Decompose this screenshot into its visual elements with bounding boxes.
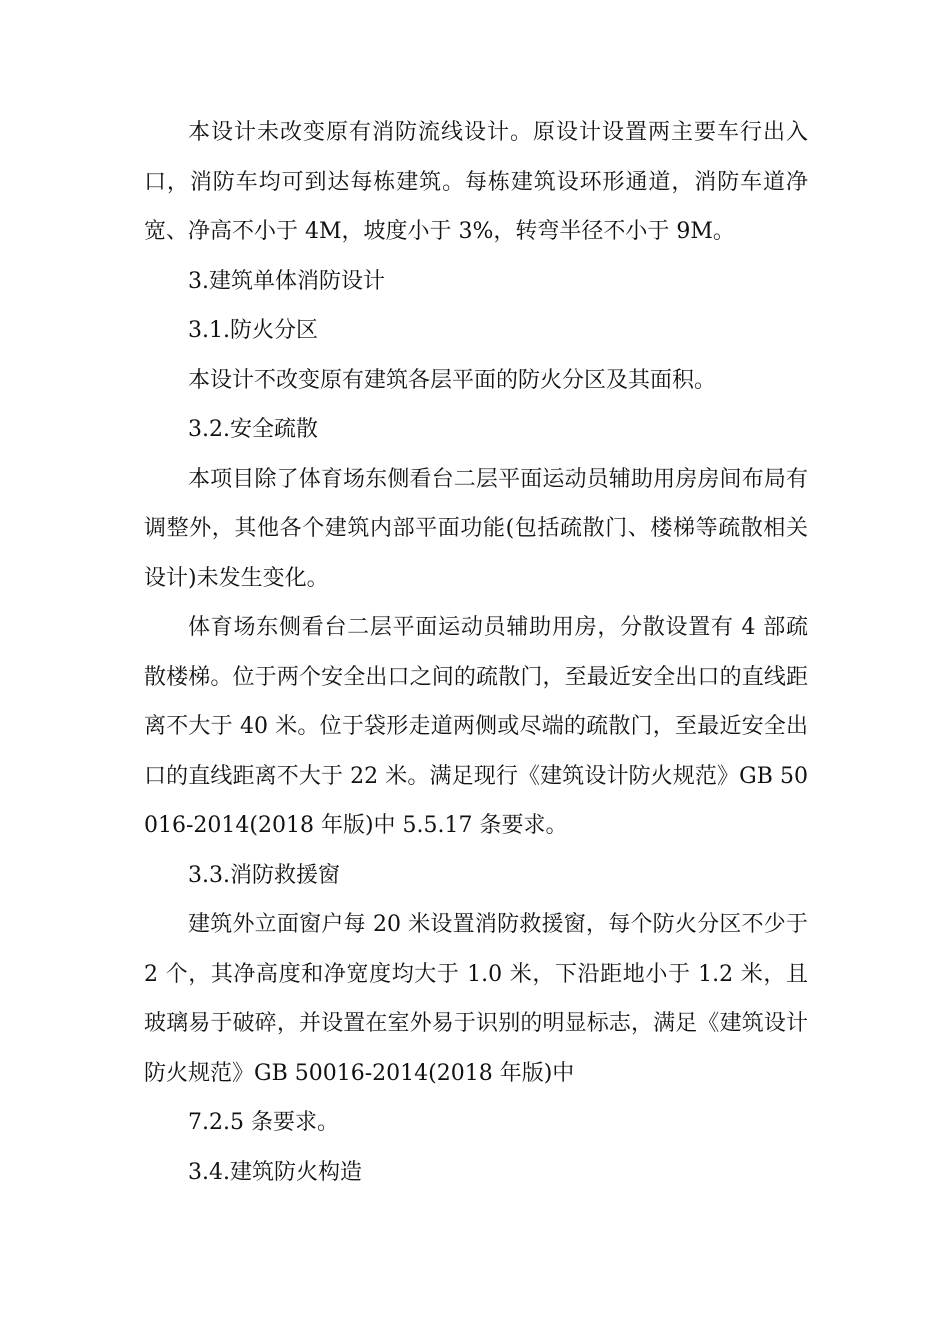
section-heading-building-fire-design: 3.建筑单体消防设计 bbox=[188, 268, 385, 294]
paragraph-clause-reference: 7.2.5 条要求。 bbox=[188, 1110, 339, 1135]
paragraph-rescue-window: 建筑外立面窗户每 20 米设置消防救援窗，每个防火分区不少于 2 个，其净高度和净宽度均大于 1.0 米，下沿距地小于 1.2 米，且玻璃易于破碎，并设置在室外易于识别的明显标志，满足《建筑设计防火规范》GB 50016-2014(2018 年版)中 bbox=[144, 912, 808, 1086]
paragraph-evacuation-stairs: 体育场东侧看台二层平面运动员辅助用房，分散设置有 4 部疏散楼梯。位于两个安全出口之间的疏散门，至最近安全出口的直线距离不大于 40 米。位于袋形走道两侧或尽端的疏散门，至最近安全出口的直线距离不大于 22 米。满足现行《建筑设计防火规范》GB 50016-2014(2018 年版)中 5.5.17 条要求。 bbox=[144, 615, 808, 838]
section-heading-safe-evacuation: 3.2.安全疏散 bbox=[188, 417, 318, 442]
paragraph-fire-route: 本设计未改变原有消防流线设计。原设计设置两主要车行出入口，消防车均可到达每栋建筑。每栋建筑设环形通道，消防车道净宽、净高不小于 4M，坡度小于 3%，转弯半径不小于 9M。 bbox=[144, 120, 808, 244]
section-heading-fire-compartment: 3.1.防火分区 bbox=[188, 318, 318, 343]
paragraph-fire-compartment: 本设计不改变原有建筑各层平面的防火分区及其面积。 bbox=[188, 367, 717, 393]
section-heading-fire-construction: 3.4.建筑防火构造 bbox=[188, 1159, 362, 1185]
document-body bbox=[144, 108, 808, 1197]
section-heading-rescue-window: 3.3.消防救援窗 bbox=[188, 862, 340, 888]
paragraph-evacuation-layout: 本项目除了体育场东侧看台二层平面运动员辅助用房房间布局有调整外，其他各个建筑内部平面功能(包括疏散门、楼梯等疏散相关设计)未发生变化。 bbox=[144, 466, 808, 591]
